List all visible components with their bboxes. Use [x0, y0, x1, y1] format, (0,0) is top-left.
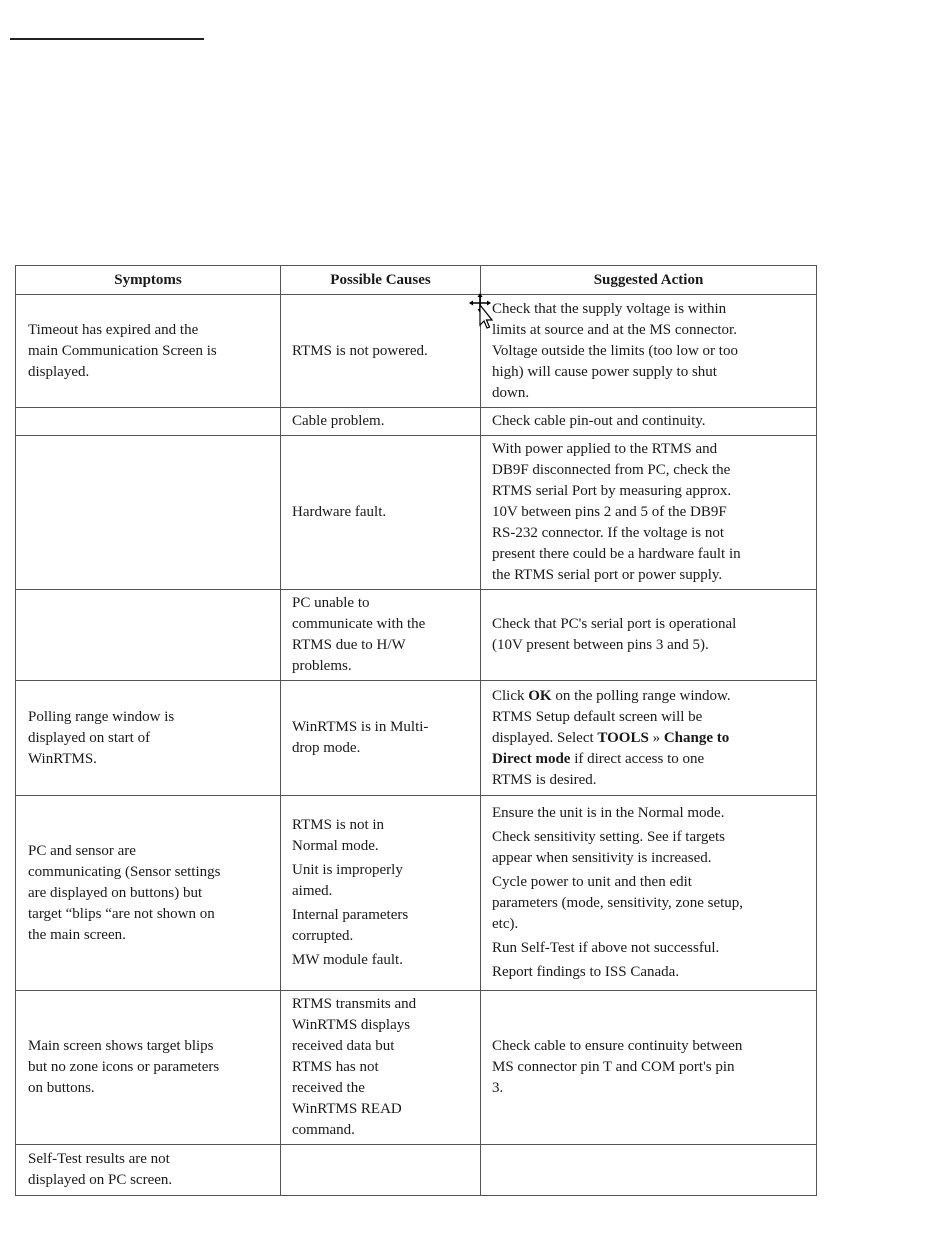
symptom-text: Timeout has expired and the main Communication Screen is displayed. [28, 321, 217, 380]
header-causes [280, 265, 481, 295]
table-row-cause [280, 990, 481, 1145]
table-row-symptom [15, 680, 281, 796]
action-text-bold: Change to Direct mode [492, 729, 730, 767]
top-rule [10, 38, 204, 40]
table-row-symptom [15, 294, 281, 408]
table-row-cause [280, 294, 481, 408]
header-symptoms-label: Symptoms [114, 271, 182, 288]
action-text-bold: TOOLS [597, 729, 649, 746]
action-text: Check cable pin-out and continuity. [492, 413, 706, 429]
cause-text: RTMS transmits and WinRTMS displays received data but RTMS has not received the WinRTMS READ command. [292, 996, 417, 1138]
header-symptoms [15, 265, 281, 295]
table-row-symptom [15, 795, 281, 991]
table-row-cause [280, 435, 481, 590]
action-text: Check cable to ensure continuity between MS connector pin T and COM port's pin 3. [492, 1038, 743, 1096]
cause-item: Unit is improperly aimed. [292, 862, 403, 899]
action-text-part: on the polling range window. RTMS Setup default screen will be displayed. Select [492, 687, 731, 746]
action-item: Ensure the unit is in the Normal mode. [492, 805, 725, 821]
symptom-text: Main screen shows target blips but no zone icons or parameters on buttons. [28, 1038, 220, 1096]
table-row-cause [280, 1144, 481, 1196]
table-row-symptom [15, 589, 281, 681]
header-action-label: Suggested Action [593, 271, 704, 288]
action-item: Run Self-Test if above not successful. [492, 940, 720, 956]
table-row-cause [280, 407, 481, 436]
move-cursor-icon [467, 293, 493, 331]
action-item: Report findings to ISS Canada. [492, 964, 680, 980]
symptom-text: Self-Test results are not displayed on PC screen. [28, 1151, 173, 1188]
header-causes-label: Possible Causes [330, 271, 431, 288]
table-row-action [480, 407, 817, 436]
cause-text: RTMS is not powered. [292, 342, 428, 359]
table-row-symptom [15, 990, 281, 1145]
cause-item: Internal parameters corrupted. [292, 907, 409, 944]
cause-text: PC unable to communicate with the RTMS due to H/W problems. [292, 595, 426, 674]
cause-list [292, 815, 470, 971]
table-row-symptom [15, 1144, 281, 1196]
table-row-cause [280, 680, 481, 796]
action-text [492, 686, 806, 791]
cause-text: Hardware fault. [292, 504, 387, 520]
table-row-action [480, 435, 817, 590]
action-text: Check that the supply voltage is within limits at source and at the MS connector. Voltage outside the limits (too low or too high) will cause power supply to shut down. [492, 300, 738, 401]
action-item: Check sensitivity setting. See if targets appear when sensitivity is increased. [492, 829, 726, 866]
table-row-action [480, 795, 817, 991]
header-action [480, 265, 817, 295]
table-row-action [480, 990, 817, 1145]
table-row-action [480, 1144, 817, 1196]
cause-item: RTMS is not in Normal mode. [292, 817, 385, 854]
action-text: Check that PC's serial port is operational (10V present between pins 3 and 5). [492, 616, 737, 653]
table-row-cause [280, 589, 481, 681]
cause-item: MW module fault. [292, 952, 403, 968]
action-text-part: Click [492, 687, 529, 704]
cause-text: WinRTMS is in Multi- drop mode. [292, 719, 429, 756]
table-row-cause [280, 795, 481, 991]
action-list [492, 803, 806, 983]
action-item: Cycle power to unit and then edit parameters (mode, sensitivity, zone setup, etc). [492, 874, 744, 932]
action-text-part: » [648, 729, 664, 746]
table-row-symptom [15, 407, 281, 436]
table-row-action [480, 294, 817, 408]
action-text-bold: OK [528, 687, 552, 704]
table-row-symptom [15, 435, 281, 590]
symptom-text: PC and sensor are communicating (Sensor settings are displayed on buttons) but target “blips “are not shown on the main screen. [28, 842, 221, 943]
action-text-part: if direct access to one RTMS is desired. [492, 750, 705, 788]
symptom-text: Polling range window is displayed on start of WinRTMS. [28, 708, 175, 767]
action-text: With power applied to the RTMS and DB9F disconnected from PC, check the RTMS serial Port by measuring approx. 10V between pins 2 and 5 of the DB9F RS-232 connector. If the voltage is not present there could be a hardware fault in the RTMS serial port or power supply. [492, 441, 741, 583]
table-row-action [480, 680, 817, 796]
cause-text: Cable problem. [292, 413, 385, 429]
table-row-action [480, 589, 817, 681]
